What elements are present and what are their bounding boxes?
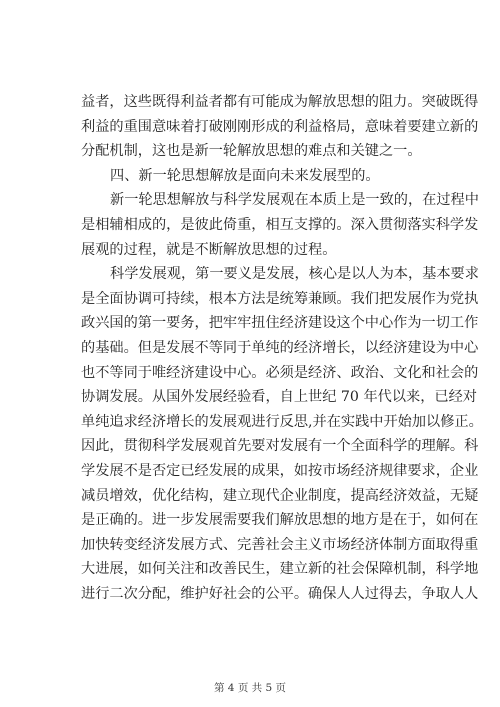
text-line: 是正确的。进一步发展需要我们解放思想的地方是在于，如何在 <box>81 512 479 529</box>
text-line: 减员增效，优化结构，建立现代企业制度，提高经济效益，无疑 <box>81 487 479 504</box>
text-line: 分配机制，这也是新一轮解放思想的难点和关键之一。 <box>81 143 422 160</box>
text-line: 利益的重围意味着打破刚刚形成的利益格局，意味着要建立新的 <box>81 118 479 135</box>
text-line: 大进展，如何关注和改善民生，建立新的社会保障机制，科学地 <box>81 561 479 578</box>
text-line: 的基础。但是发展不等同于单纯的经济增长，以经济建设为中心 <box>81 339 479 356</box>
text-line: 单纯追求经济增长的发展观进行反思,并在实践中开始加以修正。 <box>81 413 483 430</box>
text-line: 是全面协调可持续，根本方法是统筹兼顾。我们把发展作为党执 <box>81 290 479 307</box>
text-line: 进行二次分配，维护好社会的公平。确保人人过得去，争取人人 <box>81 585 479 602</box>
text-line: 加快转变经济发展方式、完善社会主义市场经济体制方面取得重 <box>81 536 479 553</box>
text-line: 新一轮思想解放与科学发展观在本质上是一致的，在过程中 <box>110 192 479 209</box>
paragraph-2-heading <box>81 164 419 189</box>
text-line: 科学发展观，第一要义是发展，核心是以人为本，基本要求 <box>110 266 479 283</box>
text-line: 因此，贯彻科学发展观首先要对发展有一个全面科学的理解。科 <box>81 438 479 455</box>
text-line: 也不等同于唯经济建设中心。必须是经济、政治、文化和社会的 <box>81 364 479 381</box>
paragraph-3 <box>81 188 479 262</box>
paragraph-1 <box>81 90 479 164</box>
text-line: 益者，这些既得利益者都有可能成为解放思想的阻力。突破既得 <box>81 94 479 110</box>
text-line: 四、新一轮思想解放是面向未来发展型的。 <box>110 167 380 184</box>
text-line: 展观的过程，就是不断解放思想的过程。 <box>81 241 337 258</box>
text-line: 学发展不是否定已经发展的成果，如按市场经济规律要求，企业 <box>81 462 479 479</box>
text-line: 协调发展。从国外发展经验看，自上世纪 70 年代以来，已经对 <box>81 389 477 406</box>
text-line: 是相辅相成的，是彼此倚重，相互支撑的。深入贯彻落实科学发 <box>81 216 479 233</box>
text-line: 政兴国的第一要务，把牢牢扭住经济建设这个中心作为一切工作 <box>81 315 479 332</box>
page-footer: 第 4 页 共 5 页 <box>213 682 287 694</box>
document-body <box>81 90 483 606</box>
paragraph-4 <box>81 262 483 606</box>
